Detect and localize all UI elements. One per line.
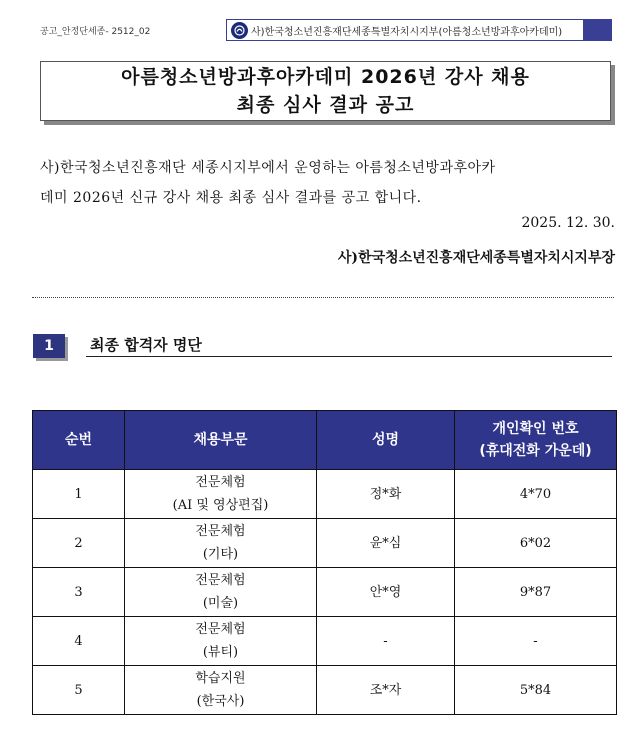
cell-department xyxy=(125,519,317,568)
header-accent-tab xyxy=(583,20,611,40)
cell-name: 안*영 xyxy=(317,568,455,617)
department-line-1: 전문체험 xyxy=(195,622,246,637)
table-row xyxy=(33,568,617,617)
signature: 사)한국청소년진흥재단세종특별자치시지부장 xyxy=(337,250,615,266)
table-header-row xyxy=(33,411,617,470)
header-id-line-1: 개인확인 번호 xyxy=(492,421,579,437)
cell-rank: 1 xyxy=(33,470,125,519)
cell-rank: 4 xyxy=(33,617,125,666)
paragraph-line-2: 데미 2026년 신규 강사 채용 최종 심사 결과를 공고 합니다. xyxy=(40,190,422,206)
header-department: 채용부문 xyxy=(125,411,317,470)
organization-logo-icon xyxy=(231,22,248,39)
cell-name: 조*자 xyxy=(317,666,455,715)
header-id xyxy=(455,411,617,470)
department-line-2: (AI 및 영상편집) xyxy=(172,498,269,513)
cell-department xyxy=(125,617,317,666)
department-line-1: 학습지원 xyxy=(195,671,246,686)
announcement-date: 2025. 12. 30. xyxy=(521,215,615,231)
header-rank: 순번 xyxy=(33,411,125,470)
cell-id: 4*70 xyxy=(455,470,617,519)
cell-id: - xyxy=(455,617,617,666)
title-line-2: 최종 심사 결과 공고 xyxy=(236,94,415,116)
department-line-2: (뷰티) xyxy=(202,645,239,660)
header-id-line-2: (휴대전화 가운데) xyxy=(479,443,592,459)
cell-id: 5*84 xyxy=(455,666,617,715)
department-line-1: 전문체험 xyxy=(195,475,246,490)
cell-id: 6*02 xyxy=(455,519,617,568)
paragraph-line-1: 사)한국청소년진흥재단 세종시지부에서 운영하는 아름청소년방과후아카 xyxy=(40,160,496,176)
results-table xyxy=(32,410,617,715)
section-title: 최종 합격자 명단 xyxy=(86,333,612,357)
cell-name: - xyxy=(317,617,455,666)
cell-rank: 2 xyxy=(33,519,125,568)
department-line-1: 전문체험 xyxy=(195,524,246,539)
header-name: 성명 xyxy=(317,411,455,470)
cell-department xyxy=(125,568,317,617)
cell-department xyxy=(125,666,317,715)
table-row xyxy=(33,617,617,666)
title-line-1: 아름청소년방과후아카데미 2026년 강사 채용 xyxy=(121,66,530,88)
department-line-2: (한국사) xyxy=(196,694,245,709)
cell-rank: 5 xyxy=(33,666,125,715)
title-box xyxy=(40,61,611,121)
department-line-2: (기타) xyxy=(202,547,239,562)
document-code: 공고_안정단세종- 2512_02 xyxy=(40,27,151,37)
cell-department xyxy=(125,470,317,519)
organization-name: 사)한국청소년진흥재단세종특별자치시지부(아름청소년방과후아카데미) xyxy=(251,26,563,38)
cell-rank: 3 xyxy=(33,568,125,617)
section-number: 1 xyxy=(33,334,65,358)
announcement-paragraph xyxy=(40,153,614,213)
table-row xyxy=(33,519,617,568)
cell-name: 윤*심 xyxy=(317,519,455,568)
table-row xyxy=(33,666,617,715)
cell-id: 9*87 xyxy=(455,568,617,617)
organization-header xyxy=(226,19,612,41)
cell-name: 정*화 xyxy=(317,470,455,519)
table-row xyxy=(33,470,617,519)
department-line-1: 전문체험 xyxy=(195,573,246,588)
department-line-2: (미술) xyxy=(202,596,239,611)
divider xyxy=(32,297,614,298)
